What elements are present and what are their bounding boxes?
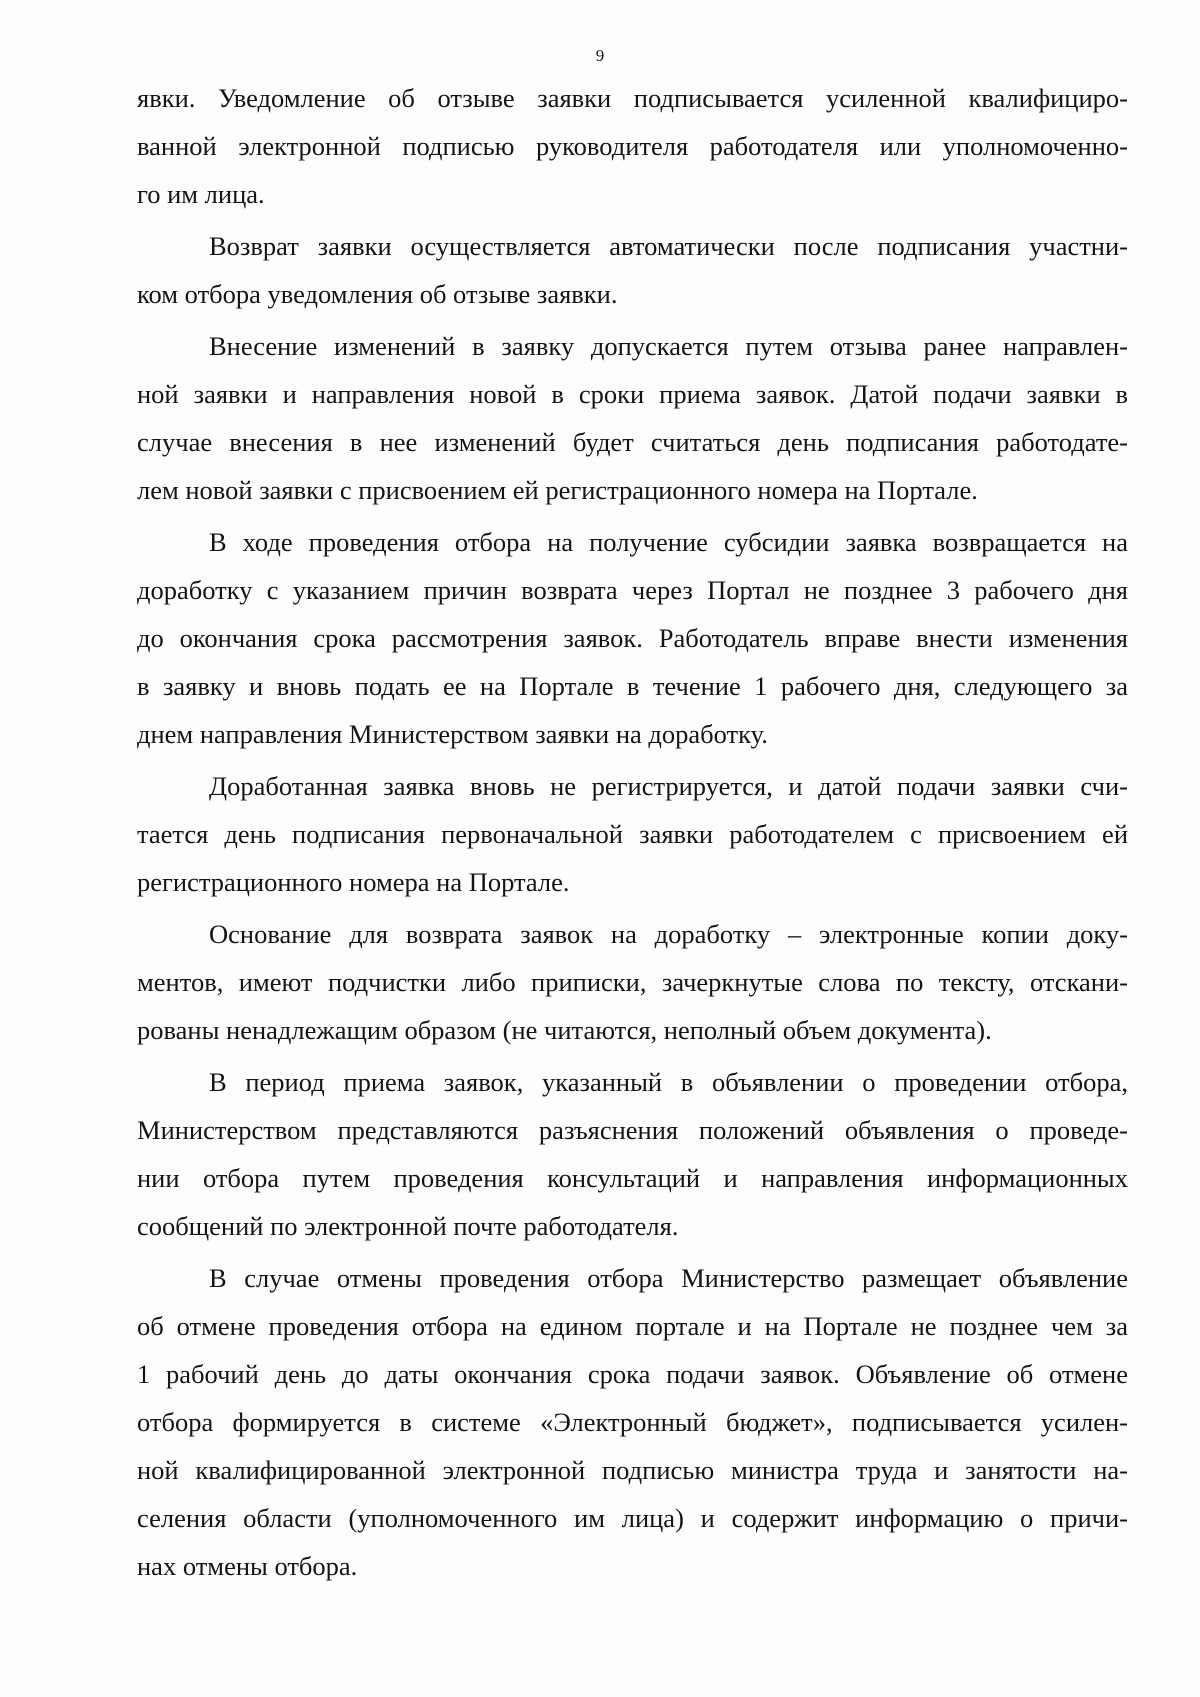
text-line: Основание для возврата заявок на доработку – электронные копии доку- (209, 919, 1128, 949)
text-line: селения области (уполномоченного им лица) и содержит информацию о причи- (137, 1503, 1128, 1533)
text-line: Внесение изменений в заявку допускается путем отзыва ранее направлен- (209, 331, 1128, 361)
text-line: ванной электронной подписью руководителя работодателя или уполномоченно- (137, 131, 1128, 161)
text-line: ной заявки и направления новой в сроки приема заявок. Датой подачи заявки в (137, 379, 1128, 409)
text-line: отбора формируется в системе «Электронный бюджет», подписывается усилен- (137, 1407, 1128, 1437)
text-line: нии отбора путем проведения консультаций и направления информационных (137, 1163, 1128, 1193)
text-line: Министерством представляются разъяснения положений объявления о проведе- (137, 1115, 1128, 1145)
paragraph (137, 322, 1128, 514)
paragraph (137, 74, 1128, 218)
text-line: ком отбора уведомления об отзыве заявки. (137, 279, 618, 309)
text-line: нах отмены отбора. (137, 1551, 358, 1581)
text-line: 1 рабочий день до даты окончания срока подачи заявок. Объявление об отмене (137, 1359, 1128, 1389)
text-line: случае внесения в нее изменений будет считаться день подписания работодате- (137, 427, 1128, 457)
text-line: об отмене проведения отбора на едином портале и на Портале не позднее чем за (137, 1311, 1128, 1341)
paragraph (137, 222, 1128, 318)
paragraph (137, 910, 1128, 1054)
text-line: лем новой заявки с присвоением ей регистрационного номера на Портале. (137, 475, 978, 505)
text-line: Возврат заявки осуществляется автоматически после подписания участни- (209, 231, 1128, 261)
text-line: Доработанная заявка вновь не регистрируется, и датой подачи заявки счи- (209, 771, 1128, 801)
paragraph (137, 518, 1128, 758)
text-line: явки. Уведомление об отзыве заявки подписывается усиленной квалифициро- (137, 83, 1128, 113)
text-line: В период приема заявок, указанный в объявлении о проведении отбора, (209, 1067, 1128, 1097)
paragraph (137, 762, 1128, 906)
text-line: рованы ненадлежащим образом (не читаются, неполный объем документа). (137, 1015, 992, 1045)
text-line: днем направления Министерством заявки на доработку. (137, 719, 768, 749)
text-line: В ходе проведения отбора на получение субсидии заявка возвращается на (209, 527, 1128, 557)
paragraph (137, 1254, 1128, 1590)
text-line: тается день подписания первоначальной заявки работодателем с присвоением ей (137, 819, 1128, 849)
page-number: 9 (595, 46, 605, 65)
text-line: сообщений по электронной почте работодателя. (137, 1211, 679, 1241)
text-line: ной квалифицированной электронной подписью министра труда и занятости на- (137, 1455, 1128, 1485)
paragraph (137, 1058, 1128, 1250)
document-body (137, 74, 1128, 1594)
text-line: регистрационного номера на Портале. (137, 867, 570, 897)
text-line: ментов, имеют подчистки либо приписки, зачеркнутые слова по тексту, отскани- (137, 967, 1128, 997)
text-line: го им лица. (137, 179, 265, 209)
text-line: до окончания срока рассмотрения заявок. Работодатель вправе внести изменения (137, 623, 1128, 653)
text-line: в заявку и вновь подать ее на Портале в течение 1 рабочего дня, следующего за (137, 671, 1128, 701)
text-line: В случае отмены проведения отбора Министерство размещает объявление (209, 1263, 1128, 1293)
text-line: доработку с указанием причин возврата через Портал не позднее 3 рабочего дня (137, 575, 1128, 605)
